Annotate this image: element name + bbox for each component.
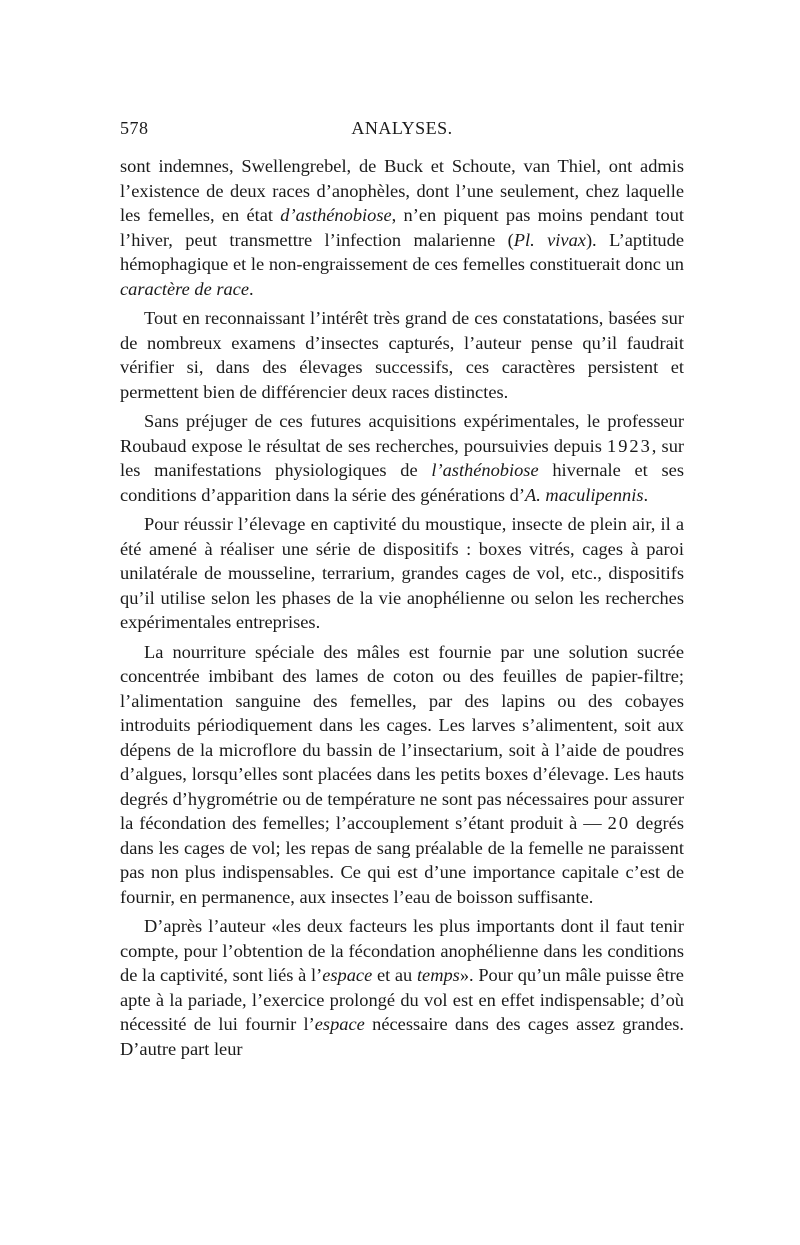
body-text [120,154,684,1061]
temperature-value: 20 [607,813,631,833]
italic-term: temps [416,965,460,985]
paragraph-3: Sans préjuger de ces futures acquisitions expérimentales, le professeur Roubaud expose le résultat de ses recherches, poursuivies depuis 1923, sur les manifestations physiologiques de l’asthénobiose hivernale et ses conditions d’apparition dans la série des générations d’A. maculipennis. [120,411,685,505]
year: 1923 [607,435,652,456]
italic-term: l’asthénobiose [431,460,539,480]
paragraph-2: Tout en reconnaissant l’intérêt très grand de ces constatations, basées sur de nombreux examens d’insectes capturés, l’auteur pense qu’il faudrait vérifier si, dans des élevages successifs, ces caractères persistent et permettent bien de différencier deux races distinctes. [120,308,684,402]
italic-term: d’asthénobiose [280,205,392,225]
italic-term: caractère de race [120,278,250,299]
page [120,118,684,1066]
paragraph-5: La nourriture spéciale des mâles est fournie par une solution sucrée concentrée imbibant des lames de coton ou des feuilles de papier-filtre; l’alimentation sanguine des femelles, par des lapins ou des cobayes introduits périodiquement dans les cages. Les larves s’alimentent, soit aux dépens de la microflore du bassin de l’insectarium, soit à l’aide de poudres d’algues, lorsqu’elles sont placées dans les petits boxes d’élevage. Les hauts degrés d’hygrométrie ou de température ne sont pas nécessaires pour assurer la fécondation des femelles; l’accouplement s’étant produit à — 20 degrés dans les cages de vol; les repas de sang préalable de la femelle ne paraissent pas non plus indispensables. Ce qui est d’une importance capitale c’est de fournir, en permanence, aux insectes l’eau de boisson suffisante. [120,641,684,907]
paragraph-1: sont indemnes, Swellengrebel, de Buck et Schoute, van Thiel, ont admis l’existence de deux races d’anophèles, dont l’une seulement, chez laquelle les femelles, en état d’asthénobiose, n’en piquent pas moins pendant tout l’hiver, peut transmettre l’infection malarienne (Pl. vivax). L’aptitude hémophagique et le non-engraissement de ces femelles constituerait donc un caractère de race. [120,156,684,299]
paragraph-6: D’après l’auteur «les deux facteurs les plus importants dont il faut tenir compte, pour l’obtention de la fécondation anophélienne dans les conditions de la captivité, sont liés à l’espace et au temps». Pour qu’un mâle puisse être apte à la pariade, l’exercice prolongé du vol est en effet indispensable; d’où nécessité de lui fournir l’espace nécessaire dans des cages assez grandes. D’autre part leur [120,916,684,1059]
running-head [120,118,684,142]
paragraph-4: Pour réussir l’élevage en captivité du moustique, insecte de plein air, il a été amené à réaliser une série de dispositifs : boxes vitrés, cages à paroi unilatérale de mousseline, terrarium, grandes cages de vol, etc., dispositifs qu’il utilise selon les phases de la vie anophélienne ou selon les recherches expérimentales entreprises. [120,514,684,632]
page-number: 578 [120,118,149,138]
section-title: ANALYSES. [351,118,453,138]
italic-term: espace [322,965,373,985]
species-name: Pl. vivax [513,229,586,250]
species-name: A. maculipennis [525,484,644,505]
italic-term: espace [314,1014,365,1034]
